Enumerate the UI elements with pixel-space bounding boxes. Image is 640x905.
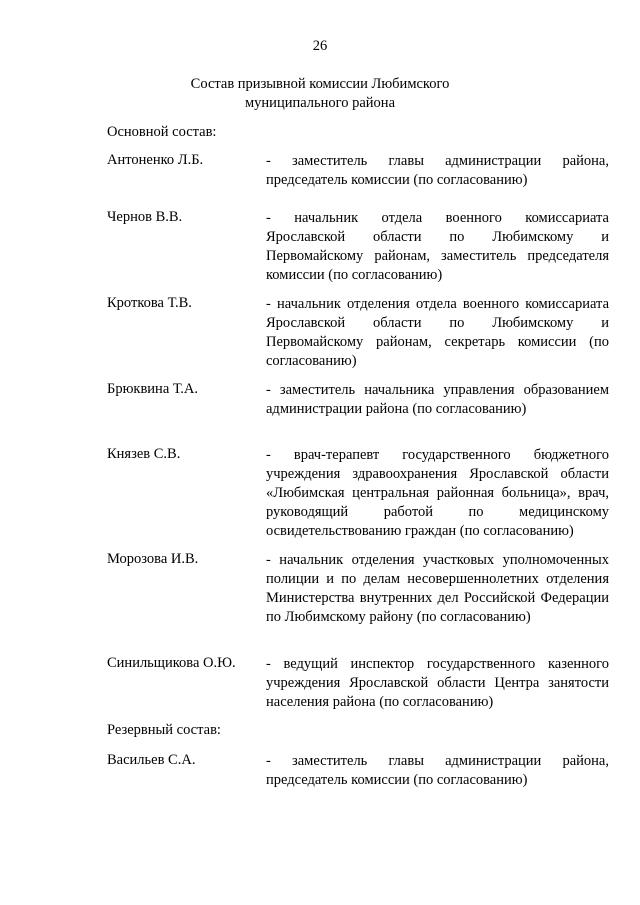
- member-role: - начальник отдела военного комиссариата Ярославской области по Любимскому и Первомайскому районам, заместитель председателя комиссии (по согласованию): [266, 210, 609, 283]
- title-line-2: муниципального района: [245, 95, 395, 111]
- member-role: - ведущий инспектор государственного казенного учреждения Ярославской области Центра занятости населения района (по согласованию): [266, 656, 609, 710]
- member-name: Морозова И.В.: [107, 551, 199, 567]
- member-name: Брюквина Т.А.: [107, 381, 199, 397]
- member-role: - начальник отделения участковых уполномоченных полиции и по делам несовершеннолетних отделения Министерства внутренних дел Российской Федерации по Любимскому району (по согласованию): [266, 552, 609, 625]
- member-role: - начальник отделения отдела военного комиссариата Ярославской области по Любимскому и Первомайскому районам, секретарь комиссии (по согласованию): [266, 296, 609, 369]
- member-name: Князев С.В.: [107, 446, 181, 462]
- member-name: Васильев С.А.: [107, 752, 196, 768]
- member-role: - заместитель главы администрации района, председатель комиссии (по согласованию): [266, 153, 609, 188]
- document-title: [0, 75, 640, 113]
- member-role: - врач-терапевт государственного бюджетного учреждения здравоохранения Ярославской области «Любимская центральная районная больница», врач, руководящий работой по медицинскому освидетельствованию граждан (по согласованию): [266, 447, 609, 539]
- member-name: Синильщикова О.Ю.: [107, 655, 236, 671]
- member-role: - заместитель главы администрации района, председатель комиссии (по согласованию): [266, 753, 609, 788]
- main-section-label: Основной состав:: [107, 124, 217, 140]
- member-name: Кроткова Т.В.: [107, 295, 192, 311]
- page-number: 26: [312, 38, 328, 54]
- member-name: Чернов В.В.: [107, 209, 183, 225]
- member-name: Антоненко Л.Б.: [107, 152, 204, 168]
- member-role: - заместитель начальника управления образованием администрации района (по согласованию): [266, 382, 609, 417]
- reserve-section-label: Резервный состав:: [107, 722, 221, 738]
- title-line-1: Состав призывной комиссии Любимского: [190, 76, 450, 92]
